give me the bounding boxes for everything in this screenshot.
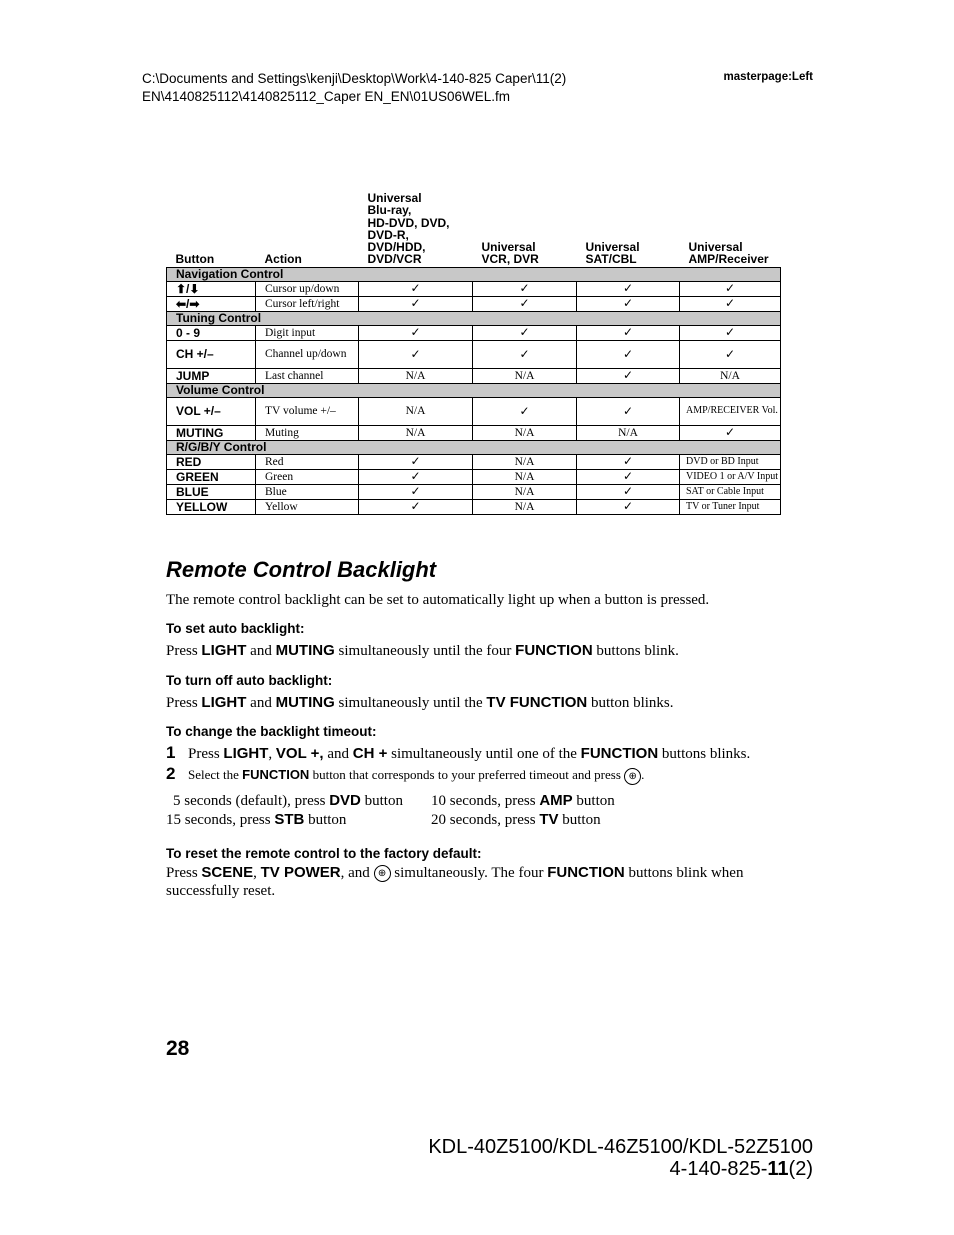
action-cell: Yellow — [256, 499, 359, 514]
check-icon: ✓ — [410, 281, 421, 296]
timeout-option-15s: 15 seconds, press STB button — [166, 811, 347, 828]
model-footer — [428, 1136, 813, 1180]
support-cell: N/A — [680, 368, 781, 383]
support-cell — [577, 296, 680, 311]
check-icon: ✓ — [519, 346, 530, 361]
support-cell: TV or Tuner Input — [680, 499, 781, 514]
section-title: Remote Control Backlight — [166, 557, 437, 582]
step-1-number: 1 — [166, 743, 176, 762]
check-icon: ✓ — [724, 346, 736, 361]
check-icon: ✓ — [622, 484, 634, 499]
support-cell: N/A — [473, 368, 577, 383]
table-row — [167, 469, 781, 484]
button-cell: VOL +/– — [167, 397, 256, 425]
check-icon: ✓ — [622, 368, 634, 383]
header-universal-vcr: Universal VCR, DVR — [473, 192, 577, 267]
button-cell: YELLOW — [167, 499, 256, 514]
check-icon: ✓ — [622, 346, 634, 361]
check-icon: ✓ — [724, 325, 736, 340]
reset-instruction: Press SCENE, TV POWER, and ⊕ simultaneously. The four FUNCTION buttons blink when — [166, 864, 744, 881]
check-icon: ✓ — [519, 325, 530, 340]
check-icon: ✓ — [622, 296, 634, 311]
check-icon: ✓ — [724, 425, 736, 440]
table-row — [167, 368, 781, 383]
button-cell: CH +/– — [167, 340, 256, 368]
file-path-header — [142, 70, 566, 106]
section-row — [167, 311, 781, 325]
check-icon: ✓ — [410, 469, 421, 484]
action-cell: Muting — [256, 425, 359, 440]
support-cell: N/A — [473, 425, 577, 440]
support-cell — [577, 325, 680, 340]
check-icon: ✓ — [410, 325, 421, 340]
action-cell: Last channel — [256, 368, 359, 383]
table-row — [167, 499, 781, 514]
file-path-line-1: C:\Documents and Settings\kenji\Desktop\Work\4-140-825 Caper\11(2) — [142, 71, 567, 86]
timeout-option-5s: 5 seconds (default), press DVD button — [173, 792, 403, 809]
support-cell — [359, 340, 473, 368]
check-icon: ✓ — [622, 499, 634, 514]
check-icon: ✓ — [519, 403, 530, 418]
turn-off-instruction: Press LIGHT and MUTING simultaneously until the TV FUNCTION button blinks. — [166, 694, 674, 711]
support-cell — [680, 425, 781, 440]
reset-heading: To reset the remote control to the factory default: — [166, 846, 482, 861]
table-row — [167, 454, 781, 469]
turn-off-heading: To turn off auto backlight: — [166, 673, 333, 688]
button-cell: BLUE — [167, 484, 256, 499]
support-cell — [473, 296, 577, 311]
table-row — [167, 425, 781, 440]
remote-function-table — [166, 192, 781, 515]
step-1-text: Press LIGHT, VOL +, and CH + simultaneously until one of the FUNCTION buttons blinks. — [188, 745, 751, 762]
support-cell — [473, 397, 577, 425]
action-cell: Blue — [256, 484, 359, 499]
reset-instruction-line-2: successfully reset. — [166, 883, 276, 899]
action-cell: Cursor up/down — [256, 281, 359, 296]
support-cell: N/A — [473, 484, 577, 499]
header-universal-amp: Universal AMP/Receiver — [680, 192, 781, 267]
check-icon: ✓ — [410, 346, 421, 361]
file-path-line-2: EN\4140825112\4140825112_Caper EN_EN\01US06WEL.fm — [142, 89, 510, 104]
check-icon: ✓ — [519, 296, 530, 311]
timeout-option-20s: 20 seconds, press TV button — [431, 811, 601, 828]
support-cell — [359, 469, 473, 484]
check-icon: ✓ — [622, 454, 634, 469]
button-cell: GREEN — [167, 469, 256, 484]
support-cell — [577, 499, 680, 514]
action-cell: Channel up/down — [256, 340, 359, 368]
section-row — [167, 383, 781, 397]
support-cell: N/A — [359, 425, 473, 440]
support-cell — [473, 340, 577, 368]
section-title-cell: Tuning Control — [167, 311, 781, 325]
section-row — [167, 267, 781, 281]
support-cell — [359, 296, 473, 311]
table-header-row — [167, 192, 781, 267]
section-title-cell: Navigation Control — [167, 267, 781, 281]
support-cell: N/A — [359, 368, 473, 383]
button-cell: 0 - 9 — [167, 325, 256, 340]
page-number: 28 — [166, 1037, 190, 1060]
support-cell — [359, 325, 473, 340]
support-cell: DVD or BD Input — [680, 454, 781, 469]
header-universal-bluray: Universal Blu-ray, HD-DVD, DVD, DVD-R, DVD/HDD, DVD/VCR — [359, 192, 473, 267]
support-cell: N/A — [473, 454, 577, 469]
support-cell: SAT or Cable Input — [680, 484, 781, 499]
support-cell — [359, 484, 473, 499]
timeout-option-10s: 10 seconds, press AMP button — [431, 792, 615, 809]
check-icon: ✓ — [622, 403, 634, 418]
action-cell: Green — [256, 469, 359, 484]
table-row — [167, 281, 781, 296]
support-cell: N/A — [473, 499, 577, 514]
check-icon: ✓ — [519, 281, 530, 296]
set-auto-instruction: Press LIGHT and MUTING simultaneously until the four FUNCTION buttons blink. — [166, 642, 679, 659]
support-cell: N/A — [473, 469, 577, 484]
check-icon: ✓ — [622, 469, 634, 484]
button-cell: ⬅/➡ — [167, 296, 256, 311]
support-cell — [577, 484, 680, 499]
timeout-heading: To change the backlight timeout: — [166, 724, 377, 739]
support-cell: VIDEO 1 or A/V Input — [680, 469, 781, 484]
support-cell — [359, 454, 473, 469]
check-icon: ✓ — [622, 325, 634, 340]
support-cell — [577, 340, 680, 368]
section-title-cell: Volume Control — [167, 383, 781, 397]
support-cell — [577, 368, 680, 383]
button-cell: JUMP — [167, 368, 256, 383]
check-icon: ✓ — [410, 499, 421, 514]
action-cell: Red — [256, 454, 359, 469]
table-row — [167, 325, 781, 340]
table-row — [167, 296, 781, 311]
support-cell: AMP/RECEIVER Vol. — [680, 397, 781, 425]
support-cell — [577, 454, 680, 469]
section-title-cell: R/G/B/Y Control — [167, 440, 781, 454]
step-2-number: 2 — [166, 764, 176, 783]
support-cell — [473, 325, 577, 340]
action-cell: Digit input — [256, 325, 359, 340]
header-button: Button — [167, 192, 256, 267]
check-icon: ✓ — [724, 296, 736, 311]
check-icon: ✓ — [410, 296, 421, 311]
button-cell: RED — [167, 454, 256, 469]
action-cell: TV volume +/– — [256, 397, 359, 425]
section-row — [167, 440, 781, 454]
table-row — [167, 484, 781, 499]
support-cell: N/A — [359, 397, 473, 425]
enter-button-icon: ⊕ — [374, 865, 391, 882]
support-cell — [577, 397, 680, 425]
check-icon: ✓ — [622, 281, 634, 296]
header-action: Action — [256, 192, 359, 267]
check-icon: ✓ — [410, 484, 421, 499]
support-cell — [359, 499, 473, 514]
support-cell — [680, 281, 781, 296]
support-cell — [359, 281, 473, 296]
support-cell — [680, 296, 781, 311]
masterpage-label: masterpage:Left — [723, 71, 813, 83]
table-row — [167, 397, 781, 425]
step-2-text: Select the FUNCTION button that corresponds to your preferred timeout and press ⊕ . — [188, 767, 644, 785]
support-cell — [680, 325, 781, 340]
support-cell — [473, 281, 577, 296]
support-cell — [577, 281, 680, 296]
check-icon: ✓ — [724, 281, 736, 296]
document-code: 4-140-825-11(2) — [669, 1158, 813, 1180]
button-cell: MUTING — [167, 425, 256, 440]
set-auto-heading: To set auto backlight: — [166, 621, 305, 636]
model-numbers: KDL-40Z5100/KDL-46Z5100/KDL-52Z5100 — [428, 1136, 813, 1158]
intro-paragraph: The remote control backlight can be set to automatically light up when a button is pressed. — [166, 592, 710, 608]
support-cell: N/A — [577, 425, 680, 440]
header-universal-sat: Universal SAT/CBL — [577, 192, 680, 267]
action-cell: Cursor left/right — [256, 296, 359, 311]
support-cell — [680, 340, 781, 368]
button-cell: ⬆/⬇ — [167, 281, 256, 296]
enter-button-icon: ⊕ — [624, 768, 641, 785]
support-cell — [577, 469, 680, 484]
check-icon: ✓ — [410, 454, 421, 469]
table-row — [167, 340, 781, 368]
